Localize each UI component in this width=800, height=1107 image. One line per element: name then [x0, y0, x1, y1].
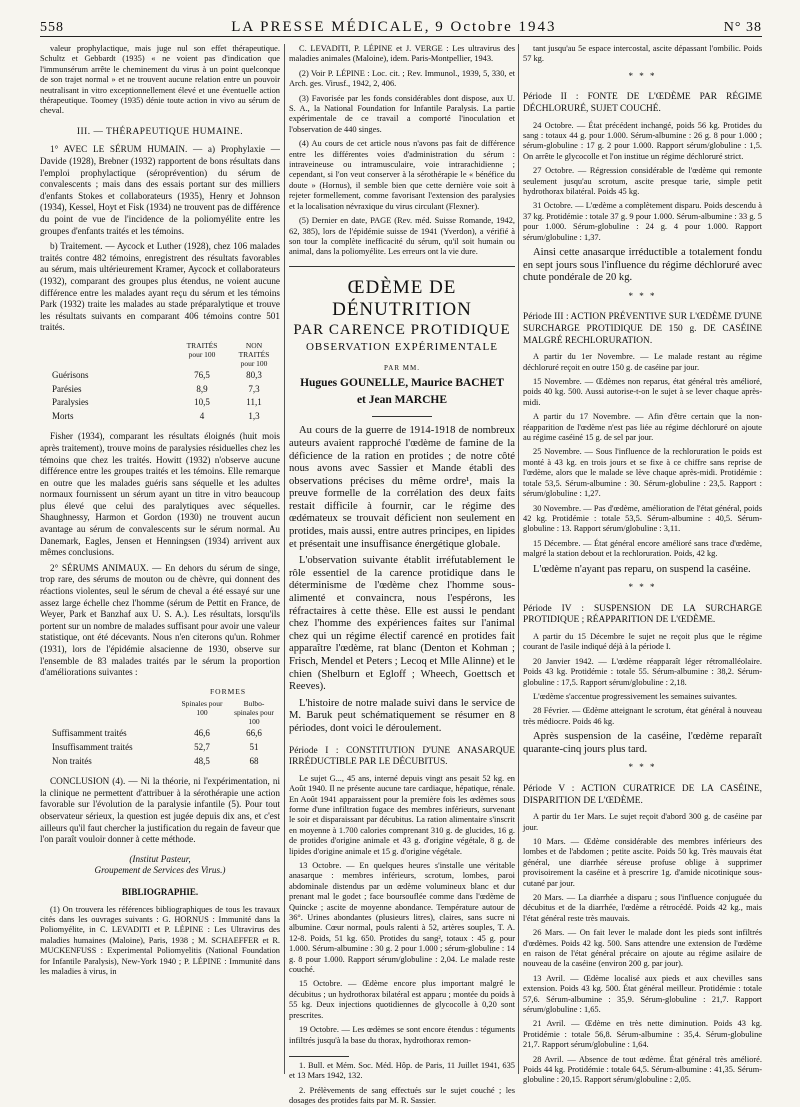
paragraph: A partir du 1er Mars. Le sujet reçoit d'abord 300 g. de caséine par jour.	[523, 812, 762, 832]
journal-name: LA PRESSE MÉDICALE,	[231, 19, 431, 35]
column-middle	[289, 44, 515, 1106]
cell: 68	[249, 755, 259, 766]
divider	[372, 416, 432, 417]
table-header: Bulbo-spinales pour 100	[234, 699, 274, 727]
paragraph: 2° SÉRUMS ANIMAUX. — En dehors du sérum de singe, trop rare, des sérums de mouton ou de chèvre, qui donnent des réactions violentes, seul le sérum de cheval a été essayé sur une assez large échelle chez l'homme (sérum de Pettit en France, de Weyer, Park et Banzhaf aux U. S. A.). Les résultats, lorsqu'ils portent sur un nombre de malades suffisant pour avoir une valeur statistique, ont été décevants. Nous n'en citerons qu'un. Rohmer (1931), lors de l'épidémie alsacienne de 1930, observe sur l'ensemble de 83 malades traités par le sérum la proportion d'améliorations suivantes :	[40, 562, 280, 678]
forms-table	[48, 685, 280, 768]
paragraph: 19 Octobre. — Les œdèmes se sont encore étendus : téguments infiltrés jusqu'à la base du thorax, hydrothorax remon-	[289, 1025, 515, 1045]
table-row	[48, 755, 280, 769]
table-header: Spinales pour 100	[181, 699, 223, 718]
byline-prefix: PAR MM.	[384, 363, 420, 372]
divider	[289, 266, 515, 267]
footnote: (3) Favorisée par les fonds considérables dont dispose, aux U. S. A., la National Foundation for Infantile Paralysis. La partie expérimentale de ce travail a comporté l'inoculation et l'observation de 440 singes.	[289, 93, 515, 134]
cell: 76,5	[194, 369, 210, 380]
table-row	[48, 741, 280, 755]
paragraph: A partir du 17 Novembre. — Afin d'être certain que la non-réapparition de l'œdème n'est pas liée au régime déchloruré on ajoute au régime caséiné 15 g. de sel par jour.	[523, 412, 762, 443]
issue-number: N° 38	[723, 20, 762, 35]
paragraph: 26 Mars. — On fait lever le malade dont les pieds sont infiltrés d'œdèmes. Poids 42 kg. 500. Sans attendre une extension de l'œdème en raison de l'état général précaire on ajoute au régime asilaire de nouveau de la caséine (environ 200 g. par jour).	[523, 928, 762, 969]
footnote: 2. Prélèvements de sang effectués sur le sujet couché ; les dosages des protides faits par M. R. Sassier.	[289, 1085, 515, 1106]
article-title-block	[289, 277, 515, 418]
row-label: Non traités	[52, 755, 92, 766]
paragraph: 15 Novembre. — Œdèmes non reparus, état général très amélioré, poids 40 kg. 500. Aussi autorise-t-on le sujet à se lever chaque après-midi.	[523, 377, 762, 407]
results-table	[48, 340, 280, 423]
table-header: TRAITÉS pour 100	[186, 340, 218, 359]
paragraph: 13 Avril. — Œdème localisé aux pieds et aux chevilles sans extension. Poids 43 kg. 500. État général meilleur. Protidémie : totale 57,6. Sérum-albumine : 35,9. Sérum-globuline : 21,7. Rapport sérum/globuline : 1,65.	[523, 973, 762, 1015]
article-kicker: OBSERVATION EXPÉRIMENTALE	[305, 340, 498, 353]
paragraph: 15 Décembre. — État général encore amélioré sans trace d'œdème, malgré la station debout et la rechloruration. Poids, 42 kg.	[523, 538, 762, 559]
paragraph: 20 Janvier 1942. — L'œdème réapparaît léger rétromalléolaire. Poids 43 kg. Protidémie : totale 55. Sérum-albumine : 38,2. Sérum-globuline : 17,5. Rapport sérum/globuline : 2,18.	[523, 656, 762, 687]
footnote: (2) Voir P. LÉPINE : Loc. cit. ; Rev. Immunol., 1939, 5, 330, et Arch. ges. Virusf., 1942, 2, 406.	[289, 68, 515, 89]
cell: 46,6	[194, 728, 210, 739]
footnote: (1) On trouvera les références bibliographiques de tous les travaux cités dans les ouvrages suivants : G. HORNUS : Immunité dans la Poliomyélite, in C. LEVADITI et P. LÉPINE : Les Ultravirus des maladies humaines (Maloine), Paris, 1938 ; M. SCHAEFFER et R. MUCKENFUSS : Experimental Poliomyelitis (National Foundation for Infantile Paralysis), New-York 1940 ; P. LÉPINE : Immunité dans les maladies à virus, in	[40, 904, 280, 976]
paragraph: 27 Octobre. — Régression considérable de l'œdème qui remonte seulement jusqu'au scrotum, ascite presque tarie, simple petit hydrothorax bilatéral. Poids 45 kg.	[523, 166, 762, 197]
bibliography-heading: BIBLIOGRAPHIE.	[121, 886, 199, 897]
paragraph: L'œdème s'accentue progressivement les semaines suivantes.	[533, 691, 737, 701]
footnote: (4) Au cours de cet article nous n'avons pas fait de différence entre les différentes voies d'administration du sérum : intraveineuse ou intramusculaire, voie intrarachidienne ; cependant, si l'on veut conserver à la sérothérapie le « bénéfice du doute » (Hornus), il semble bien que cette dernière voie soit à rejeter formellement, comme favorisant l'extension des paralysies et la localisation névraxique du virus circulant (Flexner).	[289, 139, 515, 211]
paragraph: A partir du 1er Novembre. — Le malade restant au régime déchloruré reçoit en outre 150 g. de caséine par jour.	[523, 352, 762, 372]
paragraph: b) Traitement. — Aycock et Luther (1928), chez 106 malades traités contre 482 témoins, enregistrent des résultats favorables au sérum, mais ultérieurement Kramer, Aycock et collaborateurs (1932), comparant des groupes plus étendus, ne voient aucune différence entre les malades ayant reçu du sérum et les témoins Park (1932) traite les malades au stade préparalytique et trouve les résultats suivants en comparant 406 témoins contre 501 traités.	[40, 241, 280, 333]
period-heading: Période V : ACTION CURATRICE DE LA CASÉINE, DISPARITION DE L'ŒDÈME.	[523, 783, 762, 806]
period-heading: Période III : ACTION PRÉVENTIVE SUR L'ŒDÈME D'UNE SURCHARGE PROTIDIQUE DE 150 g. DE CASÉINE MALGRÉ RECHLORURATION.	[523, 312, 762, 346]
section-heading: III. — THÉRAPEUTIQUE HUMAINE.	[76, 126, 244, 137]
paragraph: 20 Mars. — La diarrhée a disparu ; sous l'influence conjuguée du décubitus et de la diarrhée, l'œdème a rétrocédé. Poids 42 kg., mais l'état général reste très mauvais.	[523, 892, 762, 923]
page-number: 558	[40, 20, 64, 35]
period-heading: Période II : FONTE DE L'ŒDÈME PAR RÉGIME DÉCHLORURÉ, SUJET COUCHÉ.	[523, 92, 762, 114]
paragraph: Après suspension de la caséine, l'œdème reparaît quarante-cinq jours plus tard.	[523, 731, 762, 755]
column-divider	[284, 44, 285, 1074]
paragraph: 15 Octobre. — Œdème encore plus important malgré le décubitus ; un hydrothorax bilatéral est apparu ; montée du poids à 55 kg. Deux injections quotidiennes de glycocolle à 0,20 sont prescrites.	[289, 979, 515, 1020]
paragraph: L'œdème n'ayant pas reparu, on suspend la caséine.	[533, 563, 751, 575]
separator-stars: * * *	[628, 290, 657, 301]
paragraph: tant jusqu'au 5e espace intercostal, ascite dépassant l'ombilic. Poids 57 kg.	[523, 44, 762, 64]
page-header	[40, 14, 762, 37]
table-header: NON TRAITÉS pour 100	[238, 340, 270, 368]
table-row	[48, 396, 280, 410]
row-label: Guérisons	[52, 369, 89, 380]
row-label: Paralysies	[52, 397, 89, 408]
table-row	[48, 383, 280, 397]
row-label: Suffisamment traités	[52, 728, 127, 739]
period-heading: Période IV : SUSPENSION DE LA SURCHARGE PROTIDIQUE ; RÉAPPARITION DE L'ŒDÈME.	[523, 603, 762, 626]
footnote: (5) Dernier en date, PAGE (Rev. méd. Suisse Romande, 1942, 62, 385), lors de l'épidémie suisse de 1941 (Yverdon), a vérifié à son tour la complète inefficacité du sérum, qu'il soit humain ou animal, dans la poliomyélite. Les erreurs ont la vie dure.	[289, 216, 515, 257]
divider	[289, 1056, 349, 1057]
cell: 66,6	[246, 728, 262, 739]
issue-date: 9 Octobre 1943	[435, 19, 557, 35]
paragraph: 13 Octobre. — En quelques heures s'installe une véritable anasarque : membres inférieurs, scrotum, lombes, paroi abdominale distendus par un œdème volumineux blanc et dur prenant mal le godet ; face boursouflée comme dans l'œdème de Quincke ; ascite de moyenne abondance. Température autour de 36°. Urines abondantes (plusieurs litres), claires, sans sucre ni albumine. Cœur normal, pouls ralenti à 52, artères souples, T. A. 12-8. Poids, 51 kg. 650. Protides du sang², totaux : 45 g. pour 1.000. Sérum-albumine : 30 g. 2 pour 1.000 ; sérum-globuline : 14 g. 8 pour 1.000. Rapport sérum/globuline : 2,04. Le malade reste couché.	[289, 861, 515, 975]
article-title: ŒDÈME DE DÉNUTRITION	[332, 276, 472, 320]
cell: 52,7	[194, 741, 210, 752]
table-row	[48, 727, 280, 741]
authors: Hugues GOUNELLE, Maurice BACHET	[300, 377, 504, 390]
footnote: C. LEVADITI, P. LÉPINE et J. VERGE : Les ultravirus des maladies animales (Maloine), idem. Paris-Montpellier, 1943.	[289, 44, 515, 64]
paragraph: 30 Novembre. — Pas d'œdème, amélioration de l'état général, poids 42 kg. Protidémie : totale 53,5. Sérum-albumine : 40,5. Sérum-globuline : 13. Rapport sérum/globuline : 3,11.	[523, 503, 762, 534]
cell: 51	[249, 741, 259, 752]
period-heading: Période I : CONSTITUTION D'UNE ANASARQUE IRRÉDUCTIBLE PAR LE DÉCUBITUS.	[289, 745, 515, 768]
signature	[40, 854, 280, 877]
separator-stars: * * *	[628, 582, 657, 593]
paragraph: L'observation suivante établit irréfutablement le rôle essentiel de la carence protidique dans le déterminisme de l'œdème chez l'homme sous-alimenté et convaincra, nous l'espérons, les réfractaires à cette thèse. Elle est aussi le pendant chez l'homme des expériences faites sur l'animal chez qui un régime électif carencé en protides fait apparaître l'œdème, rat blanc (Denton et Kohman ; Frisch, Mendel et Peters ; Lecoq et Mlle Alinne) et le chien (Shelburn et Egloff ; Wheech, Goettsch et Reeves).	[289, 555, 515, 693]
column-divider	[518, 44, 519, 1074]
separator-stars: * * *	[628, 70, 657, 81]
cell: 80,3	[246, 369, 262, 380]
paragraph: 28 Février. — Œdème atteignant le scrotum, état général à nouveau très médiocre. Poids 46 kg.	[523, 706, 762, 726]
paragraph: valeur prophylactique, mais juge nul son effet thérapeutique. Schultz et Gebbardt (1935) « ne voient pas d'indication que l'immunsérum arrête le cheminement du virus à un point quelconque de son trajet normal » et ne trouvent aucune relation entre un pouvoir neutralisant in vitro exceptionnellement élevé et une éventuelle action thérapeutique. Toomey (1935) dénie toute action in vivo au sérum de cheval.	[40, 44, 280, 116]
paragraph: 25 Novembre. — Sous l'influence de la rechloruration le poids est monté à 43 kg. en trois jours et se fixe à ce chiffre sans reprise de l'œdème, alors que le malade se lève chaque après-midi. Protidémie : totale 53,5. Sérum-albumine : 30. Sérum-globuline : 23,5. Rapport : sérum/globuline : 1,27.	[523, 447, 762, 499]
paragraph: 10 Mars. — Œdème considérable des membres inférieurs des lombes et de l'abdomen ; petite ascite. Poids 50 kg. Très mauvais état général, une diarrhée séreuse profuse oblige à supprimer provisoirement la caséine et à prescrire 1g. d'amide nicotinique sous-cutané par jour.	[523, 836, 762, 888]
cell: 7,3	[248, 383, 260, 394]
separator-stars: * * *	[628, 762, 657, 773]
journal-title	[231, 19, 556, 36]
authors: et Jean MARCHE	[356, 394, 448, 407]
paragraph: 1° AVEC LE SÉRUM HUMAIN. — a) Prophylaxie — Davide (1928), Brebner (1932) rapportent de bons résultats dans l'emploi prophylactique (séroprévention) du sérum de convalescents ; mais dans des essais portant sur des milliers d'enfants Stokes et collaborateurs (1935), Henry et Johnson (1934), Kessel, Hoyt et Fisk (1934) ne trouvent pas de différence du point de vue de l'incidence de la poliomyélite entre les groupes d'enfants traités et les témoins.	[40, 144, 280, 236]
paragraph: A partir du 15 Décembre le sujet ne reçoit plus que le régime courant de l'asile indiqué déjà à la période I.	[523, 631, 762, 652]
cell: 10,5	[194, 397, 210, 408]
paragraph: Fisher (1934), comparant les résultats éloignés (huit mois après traitement), trouve moins de paralysies résiduelles chez les témoins que chez les traités. Howitt (1932) n'observe aucune différence entre les groupes traités et les témoins. Elle remarque en outre que les malades guéris sans séquelle et les adultes normaux fournissent un sérum ayant un titre in vitro beaucoup plus élevé que celui des paralytiques avec séquelles. Shaughnessy, Harmon et Gordon (1930) ne trouvent aucun avantage au sérum de convalescents sur le sérum normal. Au Danemark, Eagles, Jensen et Henningsen (1934) arrivent aux mêmes conclusions.	[40, 431, 280, 558]
cell: 11,1	[246, 397, 262, 408]
cell: 1,3	[248, 410, 260, 421]
cell: 48,5	[194, 755, 210, 766]
paragraph: Ainsi cette anasarque irréductible a totalement fondu en sept jours sous l'influence du régime déchloruré avec chute pondérale de 20 kg.	[523, 247, 762, 284]
paragraph: L'histoire de notre malade suivi dans le service de M. Baruk peut schématiquement se résumer en 8 périodes, dont voici le déroulement.	[289, 697, 515, 734]
row-label: Morts	[52, 410, 74, 421]
cell: 4	[199, 410, 205, 421]
footnote: 1. Bull. et Mém. Soc. Méd. Hôp. de Paris, 11 Juillet 1941, 635 et 13 Mars 1942, 132.	[289, 1060, 515, 1081]
table-row	[48, 410, 280, 424]
paragraph: CONCLUSION (4). — Ni la théorie, ni l'expérimentation, ni la clinique ne permettent d'attribuer à la sérothérapie une action favorable sur l'évolution de la paralysie infantile (5). Pour tout observateur sérieux, la question est jugée depuis dix ans, et c'est ailleurs qu'il faut chercher la justification du regain de faveur que l'on paraît vouloir donner à cette méthode.	[40, 776, 280, 845]
article-subtitle: PAR CARENCE PROTIDIQUE	[293, 321, 511, 338]
signature-line: (Institut Pasteur,	[129, 853, 191, 864]
column-left	[40, 44, 280, 1074]
paragraph: Le sujet G..., 45 ans, interné depuis vingt ans pesait 52 kg. en Août 1940. Il ne présente aucune tare cardiaque, hépatique, rénale. En Août 1941 apparaissent pour la première fois les œdèmes sous forme d'une infiltration fugace des membres inférieurs, survenant le soir et disparaissant par décubitus. La ration alimentaire s'inscrit en moyenne à 1.700 calories comprenant 310 g. de glucides, 16 g. de protides d'origine animale et 43 g. d'origine végétale, 8 g. de lipides d'origine animale et 15 g. d'origine végétale.	[289, 773, 515, 856]
table-header: FORMES	[209, 686, 246, 696]
paragraph: 28 Avril. — Absence de tout œdème. État général très amélioré. Poids 44 kg. Protidémie : totale 64,5. Sérum-albumine : 41,35. Sérum-globuline : 20,15. Rapport sérum/globuline : 2,05.	[523, 1054, 762, 1085]
cell: 8,9	[196, 383, 208, 394]
paragraph: 24 Octobre. — État précédent inchangé, poids 56 kg. Protides du sang : totaux 44 g. pour 1.000. Sérum-albumine : 26 g. 8 pour 1.000 ; sérum-globuline : 17 g. 2 pour 1.000. Rapport sérum/globuline : 1,5. On arrête le glycocolle et l'on institue un régime déchloruré strict.	[523, 120, 762, 161]
paragraph: 31 Octobre. — L'œdème a complètement disparu. Poids descendu à 37 kg. Protidémie : totale 37 g. 9 pour 1.000. Sérum-albumine : 33 g. 5 pour 1.000. Sérum-globuline : 24 g. 4 pour 1.000. Rapport sérum/globuline : 1,37.	[523, 201, 762, 242]
row-label: Insuffisamment traités	[52, 741, 133, 752]
signature-line: Groupement de Services des Virus.)	[94, 865, 226, 876]
paragraph: Au cours de la guerre de 1914-1918 de nombreux auteurs avaient rapproché l'œdème de famine de la déficience de la ration en protides ; de notre côté nous avons avec Sassier et Mande établi des observations précises du même ordre¹, mais la preuve formelle de la corrélation des deux faits restait difficile à fournir, car le régime des œdémateux se trouvait déficient non seulement en protides, mais aussi, entre autres principes, en lipides et présentait une insuffisance énergétique globale.	[289, 425, 515, 550]
column-right	[523, 44, 762, 1085]
table-row	[48, 369, 280, 383]
paragraph: 21 Avril. — Œdème en très nette diminution. Poids 43 kg. Protidémie : totale 56,8. Sérum-albumine : 35,4. Sérum-globuline 21,7. Rapport sérum/globuline : 1,64.	[523, 1019, 762, 1050]
row-label: Parésies	[52, 383, 82, 394]
